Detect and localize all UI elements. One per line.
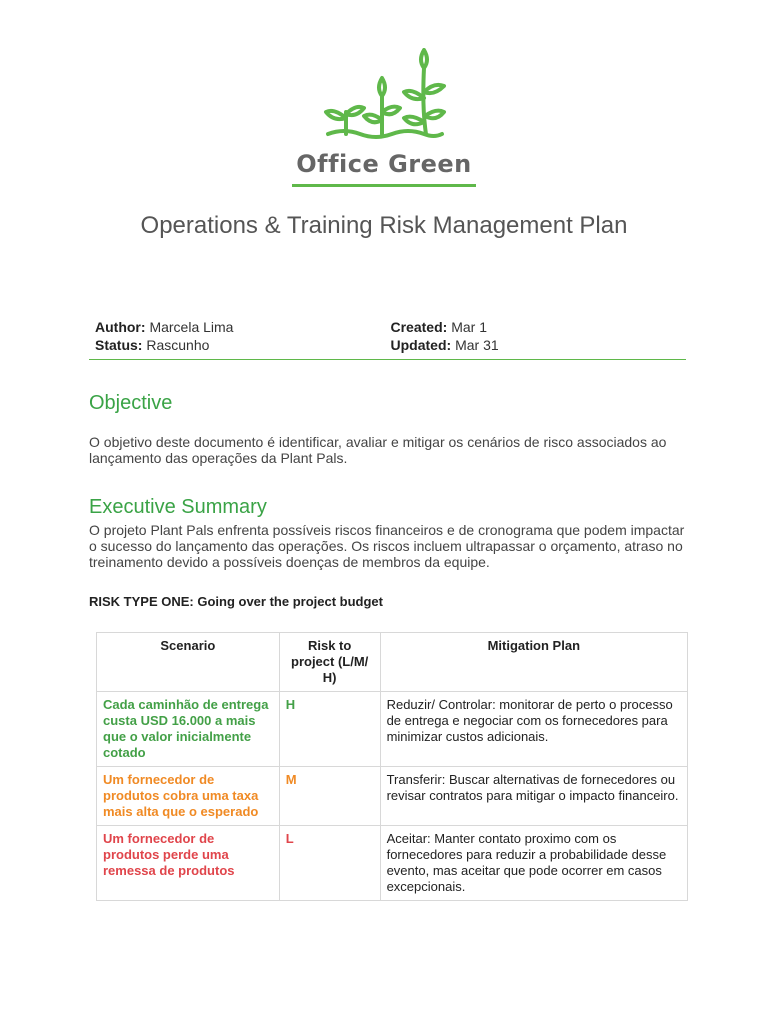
- author-field: [95, 318, 391, 336]
- created-value: Mar 1: [451, 319, 487, 335]
- header-risk-level: Risk to project (L/M/ H): [279, 633, 380, 692]
- risk-table: [96, 632, 688, 901]
- brand-name: Office Green: [296, 150, 472, 178]
- status-label: Status:: [95, 337, 143, 353]
- header-mitigation: Mitigation Plan: [380, 633, 687, 692]
- document-meta: [95, 318, 686, 354]
- table-row: [97, 826, 688, 901]
- logo: [0, 48, 768, 187]
- mitigation-cell: Aceitar: Manter contato proximo com os fornecedores para reduzir a probabilidade desse evento, mas aceitar que pode ocorrer em casos excepcionais.: [380, 826, 687, 901]
- risk-level-cell: H: [279, 692, 380, 767]
- author-value: Marcela Lima: [149, 319, 234, 335]
- risk-level-cell: M: [279, 767, 380, 826]
- meta-divider: [89, 359, 686, 360]
- summary-heading: Executive Summary: [89, 496, 267, 518]
- brand-underline: [292, 184, 476, 187]
- created-field: [391, 318, 687, 336]
- plant-sprouts-icon: [314, 48, 454, 144]
- scenario-cell: Um fornecedor de produtos cobra uma taxa mais alta que o esperado: [97, 767, 280, 826]
- header-scenario: Scenario: [97, 633, 280, 692]
- objective-text: O objetivo deste documento é identificar, avaliar e mitigar os cenários de risco associados ao lançamento das operações da Plant Pals.: [89, 434, 667, 466]
- risk-level-cell: L: [279, 826, 380, 901]
- scenario-cell: Cada caminhão de entrega custa USD 16.000 a mais que o valor inicialmente cotado: [97, 692, 280, 767]
- author-label: Author:: [95, 319, 146, 335]
- mitigation-cell: Transferir: Buscar alternativas de fornecedores ou revisar contratos para mitigar o impacto financeiro.: [380, 767, 687, 826]
- scenario-cell: Um fornecedor de produtos perde uma remessa de produtos: [97, 826, 280, 901]
- table-header-row: [97, 633, 688, 692]
- objective-heading: Objective: [89, 392, 173, 414]
- updated-field: [391, 336, 687, 354]
- risk-type-heading: RISK TYPE ONE: Going over the project budget: [89, 594, 383, 609]
- status-value: Rascunho: [146, 337, 210, 353]
- status-field: [95, 336, 391, 354]
- updated-value: Mar 31: [455, 337, 499, 353]
- updated-label: Updated:: [390, 337, 452, 353]
- summary-text: O projeto Plant Pals enfrenta possíveis riscos financeiros e de cronograma que podem impactar o sucesso do lançamento das operações. Os riscos incluem ultrapassar o orçamento, atraso no treinamento devido a possíveis doenças de membros da equipe.: [89, 522, 685, 570]
- mitigation-cell: Reduzir/ Controlar: monitorar de perto o processo de entrega e negociar com os fornecedores para minimizar custos adicionais.: [380, 692, 687, 767]
- table-row: [97, 692, 688, 767]
- document-title: Operations & Training Risk Management Plan: [140, 212, 628, 239]
- table-row: [97, 767, 688, 826]
- created-label: Created:: [390, 319, 448, 335]
